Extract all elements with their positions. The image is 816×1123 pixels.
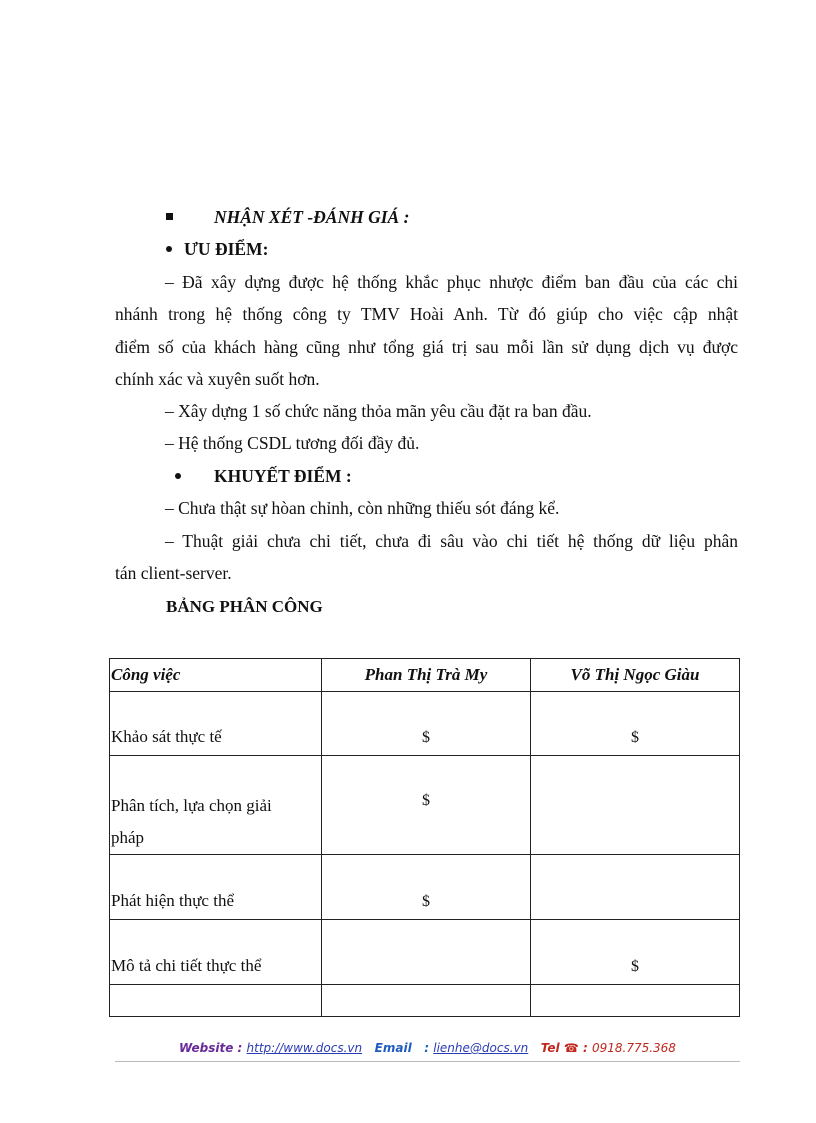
task-cell: Mô tả chi tiết thực thể [110, 920, 322, 985]
member-2-mark [531, 756, 740, 855]
table-row [110, 985, 740, 1017]
header-member-2: Võ Thị Ngọc Giàu [531, 659, 740, 692]
email-link[interactable]: lienhe@docs.vn [433, 1041, 529, 1055]
table-row [110, 756, 740, 855]
round-bullet-icon [166, 246, 172, 252]
advantage-line-1: – Đã xây dựng được hệ thống khắc phục nhược điểm ban đầu của các chi [165, 272, 738, 292]
member-1-mark [322, 920, 531, 985]
advantages-title: ƯU ĐIỂM: [184, 239, 269, 259]
task-cell: Khảo sát thực tế [110, 692, 322, 756]
header-task: Công việc [110, 659, 322, 692]
task-text-line-2: pháp [111, 828, 145, 847]
disadvantage-line-2: tán client-server. [115, 563, 232, 583]
member-2-mark: $ [531, 692, 740, 756]
member-1-mark: $ [322, 756, 531, 855]
tel-label: Tel ☎ : [540, 1041, 588, 1055]
table-title: BẢNG PHÂN CÔNG [166, 597, 323, 616]
table-row [110, 692, 740, 756]
table-row [110, 920, 740, 985]
square-bullet-icon [166, 213, 173, 220]
advantage-line-2: nhánh trong hệ thống công ty TMV Hoài Anh. Từ đó giúp cho việc cập nhật [115, 304, 738, 324]
member-1-mark: $ [322, 855, 531, 920]
website-label: Website : [179, 1041, 243, 1055]
advantage-line-3: điểm số của khách hàng cũng như tổng giá trị sau mỗi lần sử dụng dịch vụ được [115, 337, 738, 357]
task-cell [110, 985, 322, 1017]
assignment-table [109, 658, 740, 1017]
email-label: Email [374, 1041, 412, 1055]
table-row [110, 855, 740, 920]
phone-number: 0918.775.368 [591, 1041, 676, 1055]
email-separator: : [424, 1041, 430, 1055]
advantage-line-4: chính xác và xuyên suốt hơn. [115, 369, 320, 389]
header-member-1: Phan Thị Trà My [322, 659, 531, 692]
section-heading: NHẬN XÉT -ĐÁNH GIÁ : [214, 207, 410, 227]
member-1-mark [322, 985, 531, 1017]
disadvantages-title: KHUYẾT ĐIỂM : [214, 466, 352, 486]
member-2-mark [531, 855, 740, 920]
page-footer [115, 1041, 740, 1062]
task-cell [110, 756, 322, 855]
website-link[interactable]: http://www.docs.vn [246, 1041, 363, 1055]
task-text-line-1: Phân tích, lựa chọn giải [111, 796, 272, 815]
disadvantage-item-1: – Chưa thật sự hòan chỉnh, còn những thiếu sót đáng kể. [165, 498, 560, 518]
member-2-mark: $ [531, 920, 740, 985]
advantage-item-2: – Xây dựng 1 số chức năng thỏa mãn yêu cầu đặt ra ban đầu. [165, 401, 592, 421]
disadvantage-line-1: – Thuật giải chưa chi tiết, chưa đi sâu vào chi tiết hệ thống dữ liệu phân [165, 531, 738, 551]
task-cell: Phát hiện thực thể [110, 855, 322, 920]
advantage-item-3: – Hệ thống CSDL tương đối đầy đủ. [165, 433, 420, 453]
round-bullet-icon [175, 473, 181, 479]
member-1-mark: $ [322, 692, 531, 756]
table-header-row [110, 659, 740, 692]
member-2-mark [531, 985, 740, 1017]
